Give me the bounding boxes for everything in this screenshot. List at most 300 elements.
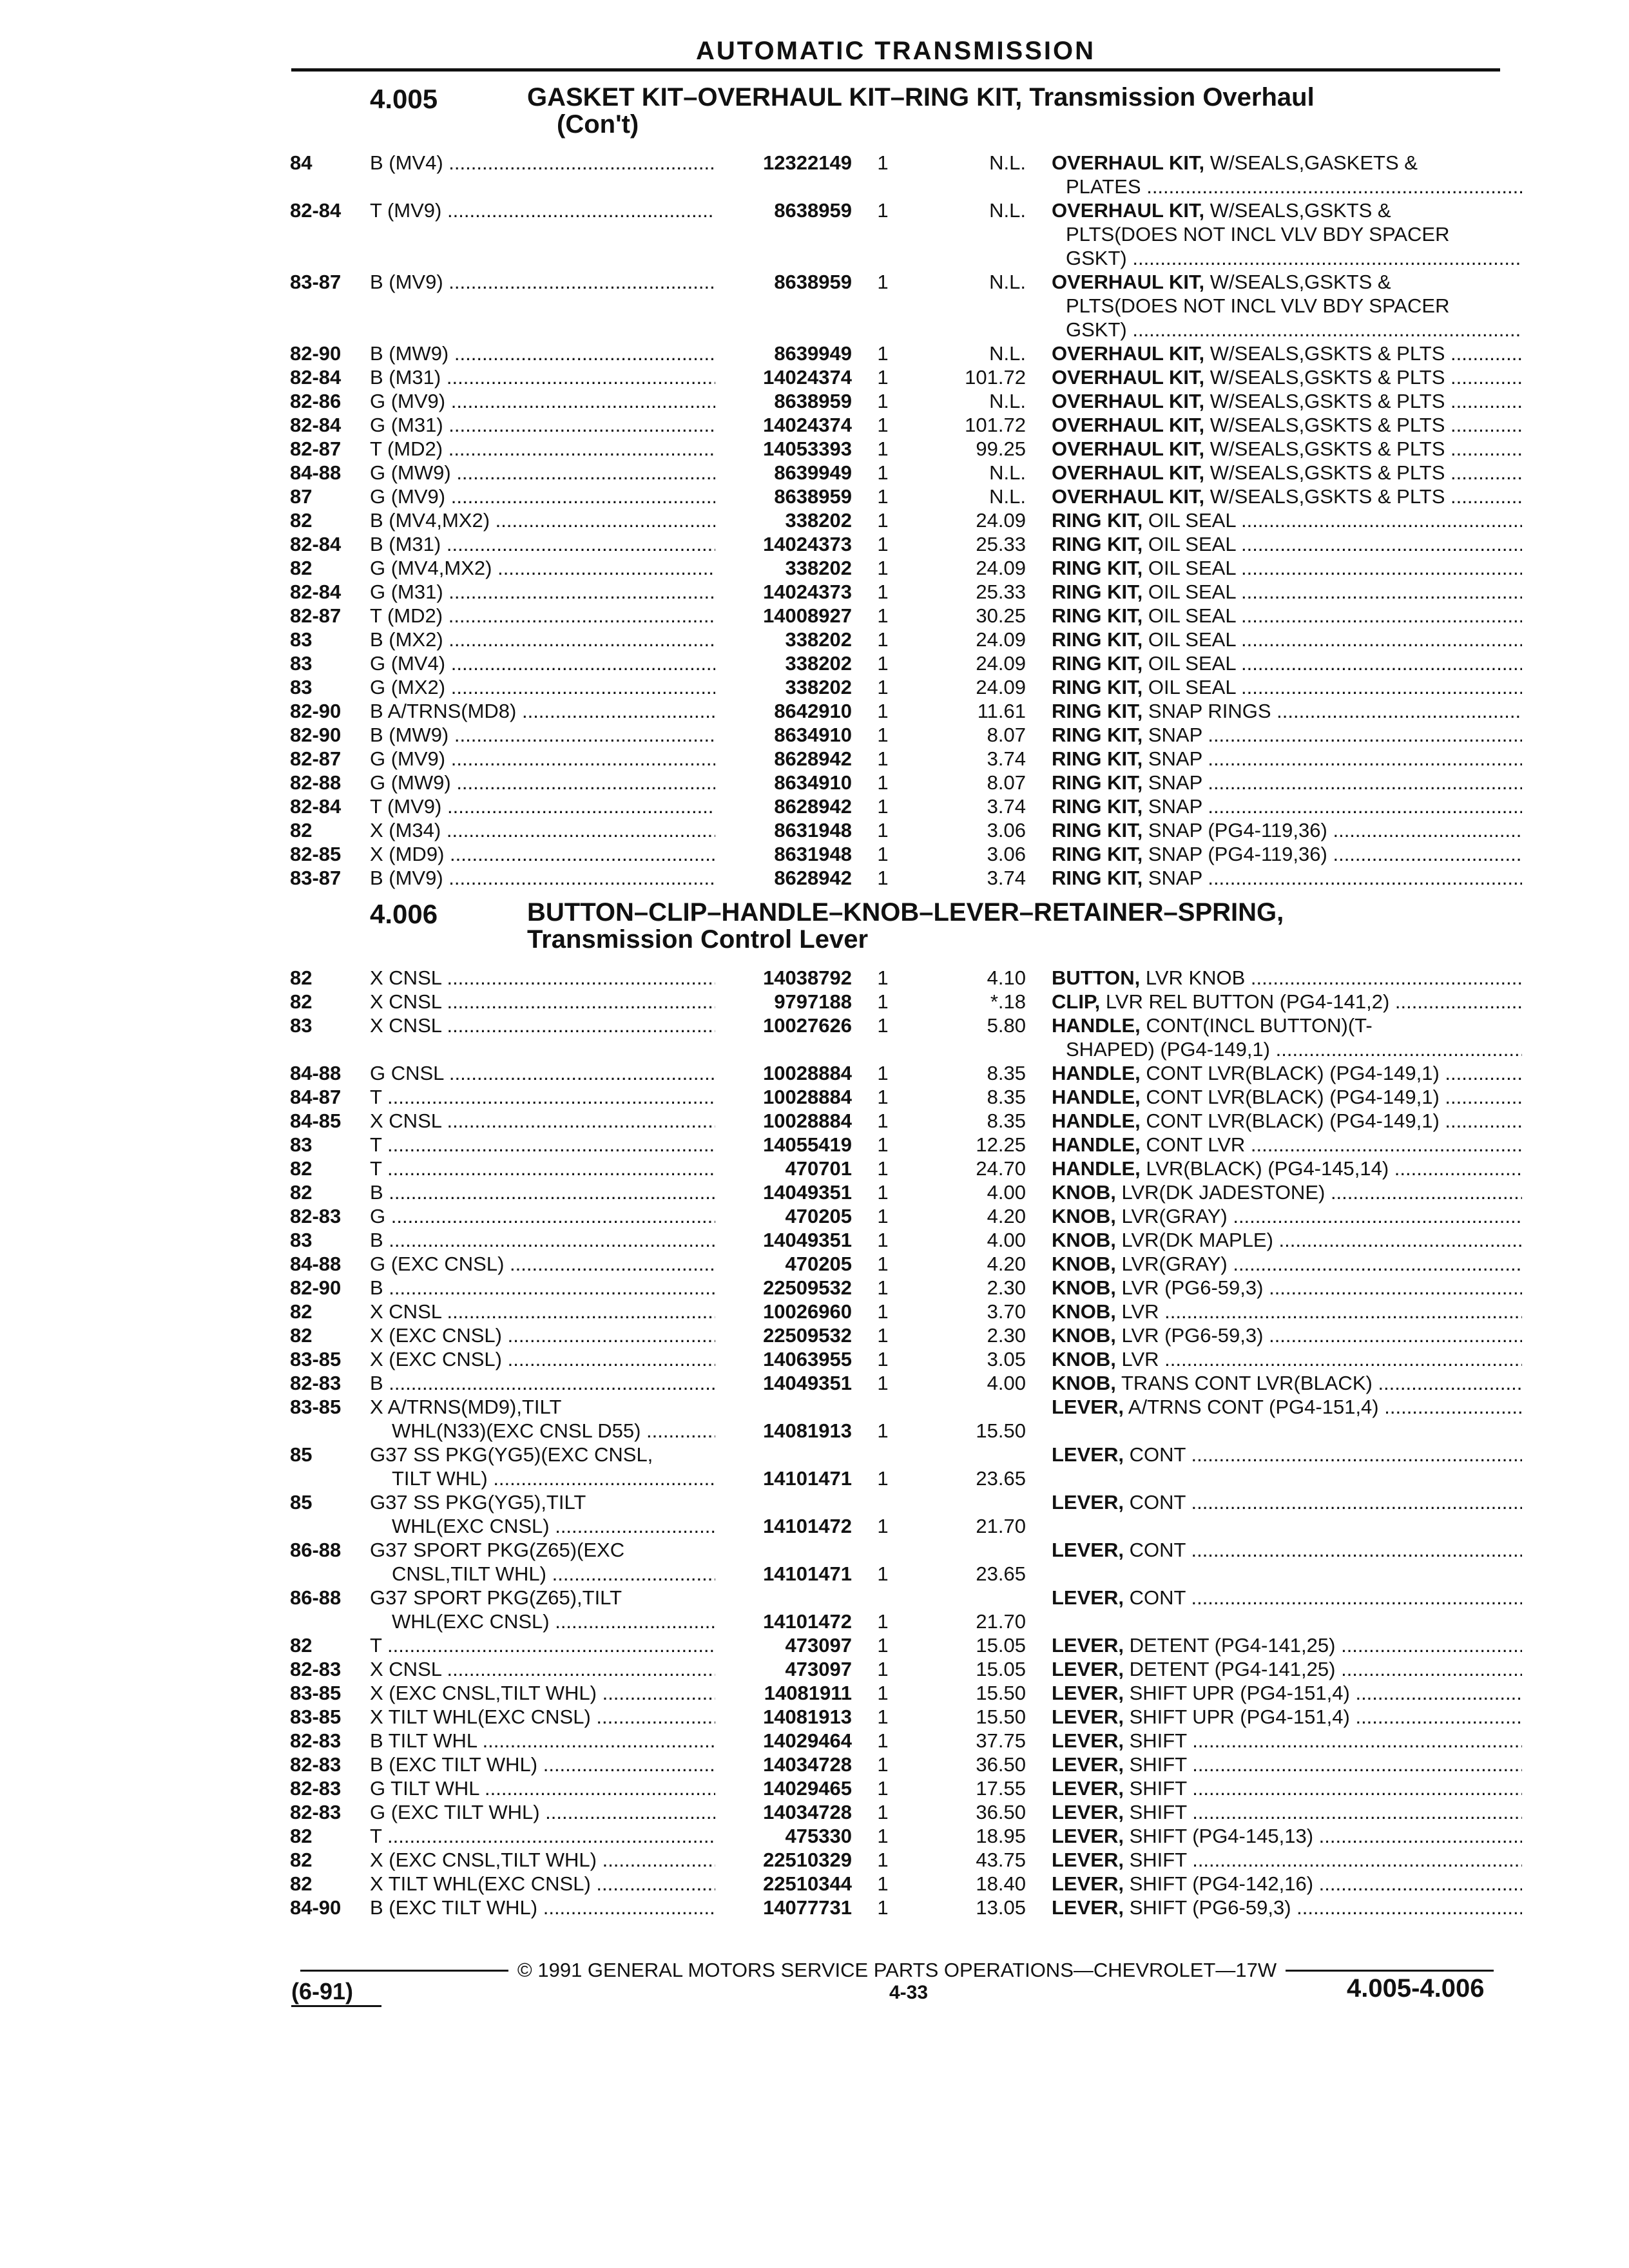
description-text: SHIFT (PG4-145,13) <box>1129 1825 1314 1847</box>
model-text: X CNSL ..... <box>370 1657 715 1681</box>
parts-row <box>0 556 1629 580</box>
description-text: CONT LVR(BLACK) (PG4-149,1) <box>1146 1110 1440 1132</box>
description-line <box>1052 580 1522 604</box>
quantity: 1 <box>877 557 889 579</box>
year-range: 82-84 <box>290 366 342 389</box>
parts-row <box>0 1800 1629 1824</box>
model-applicability <box>370 341 715 365</box>
part-number: 14101471 <box>763 1562 852 1585</box>
price: 15.50 <box>976 1706 1026 1728</box>
description-keyword: CLIP, <box>1052 990 1101 1013</box>
description-text: OIL SEAL <box>1148 652 1236 675</box>
description-text: CONT <box>1129 1539 1186 1561</box>
quantity: 1 <box>877 1086 889 1108</box>
description <box>1052 1371 1522 1395</box>
parts-row <box>0 628 1629 651</box>
description <box>1052 556 1522 580</box>
price: 36.50 <box>976 1801 1026 1823</box>
year-range: 82 <box>290 1181 313 1204</box>
description <box>1052 1681 1522 1705</box>
part-number: 14081913 <box>763 1419 852 1442</box>
part-number: 22510344 <box>763 1872 852 1895</box>
price: 12.25 <box>976 1133 1026 1156</box>
quantity: 1 <box>877 676 889 698</box>
year-range: 83 <box>290 628 313 651</box>
description-line <box>1052 1061 1522 1085</box>
description-text: OIL SEAL <box>1148 509 1236 532</box>
description-keyword: LEVER, <box>1052 1729 1124 1752</box>
description-keyword: LEVER, <box>1052 1539 1124 1561</box>
description-keyword: OVERHAUL KIT, <box>1052 151 1205 174</box>
model-applicability <box>370 1800 715 1824</box>
description-keyword: LEVER, <box>1052 1777 1124 1800</box>
description-keyword: LEVER, <box>1052 1491 1124 1514</box>
description-text: LVR REL BUTTON (PG4-141,2) <box>1105 990 1390 1013</box>
description <box>1052 1538 1522 1562</box>
model-applicability <box>370 1109 715 1133</box>
description-text: W/SEALS,GSKTS & PLTS <box>1210 437 1445 460</box>
price: N.L. <box>989 461 1026 484</box>
model-applicability <box>370 1824 715 1848</box>
model-applicability <box>370 1300 715 1323</box>
model-text: G (M31) ..... <box>370 413 715 437</box>
description-keyword: LEVER, <box>1052 1396 1124 1418</box>
description-keyword: LEVER, <box>1052 1658 1124 1680</box>
year-range: 82-83 <box>290 1372 342 1394</box>
part-number: 338202 <box>785 557 852 579</box>
part-number: 22509532 <box>763 1324 852 1347</box>
description-keyword: RING KIT, <box>1052 724 1143 746</box>
description-keyword: KNOB, <box>1052 1253 1116 1275</box>
model-text: G (MW9) ..... <box>370 771 715 794</box>
quantity: 1 <box>877 342 889 365</box>
quantity: 1 <box>877 1777 889 1800</box>
description-line <box>1052 1633 1522 1657</box>
model-applicability <box>370 485 715 508</box>
description-keyword: HANDLE, <box>1052 1014 1141 1037</box>
quantity: 1 <box>877 1419 889 1442</box>
description-text: SNAP RINGS <box>1148 700 1271 722</box>
year-range: 83 <box>290 1229 313 1251</box>
parts-row <box>0 1395 1629 1443</box>
section-subtitle: (Con't) <box>557 110 639 139</box>
part-number: 22509532 <box>763 1276 852 1299</box>
price: 15.50 <box>976 1682 1026 1704</box>
description-line <box>1052 651 1522 675</box>
year-range: 82-90 <box>290 724 342 746</box>
description <box>1052 341 1522 365</box>
model-text: G37 SPORT PKG(Z65)(EXC <box>370 1539 625 1561</box>
description-text: CONT LVR <box>1146 1133 1246 1156</box>
quantity: 1 <box>877 771 889 794</box>
description <box>1052 1824 1522 1848</box>
description <box>1052 628 1522 651</box>
year-range: 83-85 <box>290 1706 342 1728</box>
description-keyword: HANDLE, <box>1052 1110 1141 1132</box>
description-line <box>1052 413 1522 437</box>
quantity: 1 <box>877 390 889 412</box>
quantity: 1 <box>877 1276 889 1299</box>
year-range: 82 <box>290 966 313 989</box>
description-keyword: KNOB, <box>1052 1324 1116 1347</box>
description-text: SNAP <box>1148 747 1202 770</box>
quantity: 1 <box>877 1753 889 1776</box>
year-range: 82-83 <box>290 1777 342 1800</box>
model-applicability <box>370 842 715 866</box>
part-number: 12322149 <box>763 151 852 174</box>
parts-row <box>0 747 1629 771</box>
description <box>1052 1180 1522 1204</box>
description-line <box>1052 1109 1522 1133</box>
model-applicability <box>370 1729 715 1753</box>
description-text: SNAP (PG4-119,36) <box>1148 843 1327 865</box>
description-line <box>1052 1443 1522 1466</box>
model-text: G (MV4) ..... <box>370 651 715 675</box>
model-applicability <box>370 818 715 842</box>
quantity: 1 <box>877 1205 889 1227</box>
description-line: GSKT) ..... <box>1052 246 1522 270</box>
parts-row <box>0 485 1629 508</box>
model-text: B ..... <box>370 1180 715 1204</box>
description-line <box>1052 1180 1522 1204</box>
part-number: 8642910 <box>774 700 852 722</box>
catalog-section <box>0 84 1629 890</box>
model-text: G CNSL ..... <box>370 1061 715 1085</box>
model-applicability <box>370 1586 715 1633</box>
description-text: SNAP (PG4-119,36) <box>1148 819 1327 841</box>
price: 5.80 <box>987 1014 1026 1037</box>
description <box>1052 1705 1522 1729</box>
part-number: 14038792 <box>763 966 852 989</box>
price: 4.20 <box>987 1205 1026 1227</box>
description-text: W/SEALS,GSKTS & PLTS <box>1210 414 1445 436</box>
year-range: 82-84 <box>290 414 342 436</box>
quantity: 1 <box>877 795 889 818</box>
description-keyword: RING KIT, <box>1052 557 1143 579</box>
model-applicability <box>370 966 715 990</box>
quantity: 1 <box>877 1801 889 1823</box>
year-range: 82-84 <box>290 581 342 603</box>
parts-row <box>0 1014 1629 1061</box>
model-applicability <box>370 866 715 890</box>
parts-row <box>0 1657 1629 1681</box>
quantity: 1 <box>877 1372 889 1394</box>
description-line <box>1052 485 1522 508</box>
part-number: 470205 <box>785 1253 852 1275</box>
model-applicability <box>370 1204 715 1228</box>
model-applicability <box>370 365 715 389</box>
price: 4.00 <box>987 1229 1026 1251</box>
parts-row <box>0 1753 1629 1776</box>
parts-row <box>0 461 1629 485</box>
model-text: B A/TRNS(MD8) ..... <box>370 699 715 723</box>
description <box>1052 1085 1522 1109</box>
description-line <box>1052 675 1522 699</box>
part-number: 14055419 <box>763 1133 852 1156</box>
price: 24.09 <box>976 509 1026 532</box>
part-number: 8638959 <box>774 390 852 412</box>
description-keyword: LEVER, <box>1052 1443 1124 1466</box>
description-text: OIL SEAL <box>1148 676 1236 698</box>
year-range: 82-90 <box>290 700 342 722</box>
description-line <box>1052 1371 1522 1395</box>
model-text: X (M34) ..... <box>370 818 715 842</box>
parts-row <box>0 1323 1629 1347</box>
description-line <box>1052 1776 1522 1800</box>
description-text: LVR(DK JADESTONE) <box>1121 1181 1325 1204</box>
description-text: SHIFT (PG4-142,16) <box>1129 1872 1314 1895</box>
description-keyword: LEVER, <box>1052 1753 1124 1776</box>
year-range: 83-85 <box>290 1348 342 1370</box>
parts-row <box>0 990 1629 1014</box>
part-number: 10028884 <box>763 1110 852 1132</box>
section-title <box>527 84 1315 138</box>
description-text: CONT <box>1129 1443 1186 1466</box>
year-range: 82 <box>290 1324 313 1347</box>
parts-row <box>0 1061 1629 1085</box>
model-applicability <box>370 1228 715 1252</box>
quantity: 1 <box>877 1062 889 1084</box>
price: 37.75 <box>976 1729 1026 1752</box>
year-range: 82 <box>290 1634 313 1657</box>
part-number: 14053393 <box>763 437 852 460</box>
description-text: SHIFT UPR (PG4-151,4) <box>1129 1682 1350 1704</box>
description <box>1052 1228 1522 1252</box>
model-text: T ..... <box>370 1824 715 1848</box>
part-number: 14029465 <box>763 1777 852 1800</box>
part-number: 8634910 <box>774 771 852 794</box>
year-range: 82-85 <box>290 843 342 865</box>
part-number: 8628942 <box>774 795 852 818</box>
parts-row <box>0 1490 1629 1538</box>
description <box>1052 747 1522 771</box>
part-number: 338202 <box>785 652 852 675</box>
parts-row <box>0 818 1629 842</box>
description-line <box>1052 151 1522 175</box>
part-number: 14024373 <box>763 533 852 555</box>
model-applicability <box>370 1157 715 1180</box>
footer-date: (6-91) <box>291 1978 354 2004</box>
description-text: W/SEALS,GSKTS & PLTS <box>1210 461 1445 484</box>
description-line <box>1052 723 1522 747</box>
description-text: W/SEALS,GSKTS & <box>1210 271 1391 293</box>
model-text: X TILT WHL(EXC CNSL) ..... <box>370 1705 715 1729</box>
part-number: 470205 <box>785 1205 852 1227</box>
description-line <box>1052 1753 1522 1776</box>
model-text: CNSL,TILT WHL) ..... <box>370 1562 715 1586</box>
quantity: 1 <box>877 151 889 174</box>
model-text: X CNSL ..... <box>370 1014 715 1037</box>
parts-row <box>0 1347 1629 1371</box>
year-range: 87 <box>290 485 313 508</box>
price: 24.09 <box>976 557 1026 579</box>
description-text: CONT <box>1129 1586 1186 1609</box>
year-range: 82-83 <box>290 1753 342 1776</box>
description-line <box>1052 1276 1522 1300</box>
year-range: 82-84 <box>290 533 342 555</box>
price: 24.09 <box>976 676 1026 698</box>
part-number: 10028884 <box>763 1086 852 1108</box>
description-keyword: LEVER, <box>1052 1706 1124 1728</box>
description-line <box>1052 437 1522 461</box>
price: 18.40 <box>976 1872 1026 1895</box>
price: 3.05 <box>987 1348 1026 1370</box>
description-line <box>1052 532 1522 556</box>
price: 8.07 <box>987 724 1026 746</box>
year-range: 82-88 <box>290 771 342 794</box>
part-number: 338202 <box>785 509 852 532</box>
parts-row <box>0 1896 1629 1919</box>
description <box>1052 842 1522 866</box>
model-text: TILT WHL) ..... <box>370 1466 715 1490</box>
parts-row <box>0 1586 1629 1633</box>
description <box>1052 818 1522 842</box>
description <box>1052 1061 1522 1085</box>
quantity: 1 <box>877 1467 889 1490</box>
model-text: B (EXC TILT WHL) ..... <box>370 1896 715 1919</box>
year-range: 83-87 <box>290 271 342 293</box>
description-line <box>1052 1395 1522 1419</box>
quantity: 1 <box>877 819 889 841</box>
section-title-text: BUTTON–CLIP–HANDLE–KNOB–LEVER–RETAINER–SPRING, <box>527 898 1284 927</box>
part-number: 8638959 <box>774 485 852 508</box>
parts-row <box>0 604 1629 628</box>
description-keyword: RING KIT, <box>1052 676 1143 698</box>
description-line <box>1052 966 1522 990</box>
description-text: SNAP <box>1148 724 1202 746</box>
parts-row <box>0 270 1629 341</box>
description-text: OIL SEAL <box>1148 604 1236 627</box>
description-text: SHIFT <box>1129 1849 1187 1871</box>
quantity: 1 <box>877 628 889 651</box>
parts-row <box>0 413 1629 437</box>
description <box>1052 1633 1522 1657</box>
quantity: 1 <box>877 1682 889 1704</box>
description-keyword: RING KIT, <box>1052 700 1143 722</box>
quantity: 1 <box>877 1229 889 1251</box>
year-range: 82-84 <box>290 795 342 818</box>
price: 8.35 <box>987 1110 1026 1132</box>
part-number: 14024374 <box>763 366 852 389</box>
model-applicability <box>370 461 715 485</box>
part-number: 14029464 <box>763 1729 852 1752</box>
year-range: 83 <box>290 1014 313 1037</box>
description-keyword: RING KIT, <box>1052 533 1143 555</box>
description-keyword: RING KIT, <box>1052 604 1143 627</box>
price: 2.30 <box>987 1324 1026 1347</box>
price: 25.33 <box>976 581 1026 603</box>
description-keyword: RING KIT, <box>1052 628 1143 651</box>
parts-row <box>0 437 1629 461</box>
description-line <box>1052 1872 1522 1896</box>
quantity: 1 <box>877 700 889 722</box>
description-keyword: RING KIT, <box>1052 867 1143 889</box>
model-text: B TILT WHL ..... <box>370 1729 715 1753</box>
description-text: LVR(BLACK) (PG4-145,14) <box>1146 1157 1389 1180</box>
description-line <box>1052 1133 1522 1157</box>
model-text: B ..... <box>370 1228 715 1252</box>
quantity: 1 <box>877 1348 889 1370</box>
description-text: OIL SEAL <box>1148 533 1236 555</box>
part-number: 14034728 <box>763 1753 852 1776</box>
quantity: 1 <box>877 199 889 222</box>
quantity: 1 <box>877 604 889 627</box>
description-keyword: KNOB, <box>1052 1372 1116 1394</box>
model-applicability <box>370 1633 715 1657</box>
parts-row <box>0 151 1629 198</box>
year-range: 82 <box>290 1825 313 1847</box>
parts-row <box>0 1228 1629 1252</box>
price: *.18 <box>990 990 1026 1013</box>
model-text: X CNSL ..... <box>370 1300 715 1323</box>
description-keyword: OVERHAUL KIT, <box>1052 366 1205 389</box>
price: 8.07 <box>987 771 1026 794</box>
description <box>1052 437 1522 461</box>
model-applicability <box>370 1705 715 1729</box>
quantity: 1 <box>877 747 889 770</box>
description-keyword: HANDLE, <box>1052 1157 1141 1180</box>
parts-row <box>0 966 1629 990</box>
model-text: B ..... <box>370 1371 715 1395</box>
quantity: 1 <box>877 414 889 436</box>
description-line <box>1052 1657 1522 1681</box>
description-keyword: OVERHAUL KIT, <box>1052 485 1205 508</box>
model-text: T (MD2) ..... <box>370 437 715 461</box>
description-line <box>1052 1705 1522 1729</box>
description-text: LVR (PG6-59,3) <box>1121 1324 1264 1347</box>
model-applicability <box>370 651 715 675</box>
quantity: 1 <box>877 1014 889 1037</box>
description-text: SNAP <box>1148 867 1202 889</box>
description <box>1052 461 1522 485</box>
price: 99.25 <box>976 437 1026 460</box>
model-text: X TILT WHL(EXC CNSL) ..... <box>370 1872 715 1896</box>
parts-row <box>0 1133 1629 1157</box>
model-text: G (MV4,MX2) ..... <box>370 556 715 580</box>
price: 4.00 <box>987 1372 1026 1394</box>
part-number: 8634910 <box>774 724 852 746</box>
description <box>1052 270 1522 341</box>
price: N.L. <box>989 485 1026 508</box>
price: 15.05 <box>976 1658 1026 1680</box>
quantity: 1 <box>877 366 889 389</box>
description-keyword: RING KIT, <box>1052 771 1143 794</box>
parts-row <box>0 842 1629 866</box>
model-text: X (EXC CNSL,TILT WHL) ..... <box>370 1848 715 1872</box>
description <box>1052 1300 1522 1323</box>
description <box>1052 1443 1522 1466</box>
description <box>1052 1657 1522 1681</box>
description <box>1052 866 1522 890</box>
description-keyword: RING KIT, <box>1052 652 1143 675</box>
part-number: 14049351 <box>763 1229 852 1251</box>
model-applicability <box>370 1061 715 1085</box>
parts-row <box>0 1085 1629 1109</box>
year-range: 84-88 <box>290 1253 342 1275</box>
description-text: LVR <box>1121 1300 1159 1323</box>
model-applicability <box>370 580 715 604</box>
year-range: 82-87 <box>290 604 342 627</box>
model-text: X CNSL ..... <box>370 990 715 1014</box>
price: 23.65 <box>976 1562 1026 1585</box>
parts-row <box>0 198 1629 270</box>
year-range: 82-87 <box>290 747 342 770</box>
description-keyword: OVERHAUL KIT, <box>1052 461 1205 484</box>
description-text: CONT LVR(BLACK) (PG4-149,1) <box>1146 1062 1440 1084</box>
year-range: 86-88 <box>290 1539 342 1561</box>
quantity: 1 <box>877 966 889 989</box>
model-applicability <box>370 747 715 771</box>
